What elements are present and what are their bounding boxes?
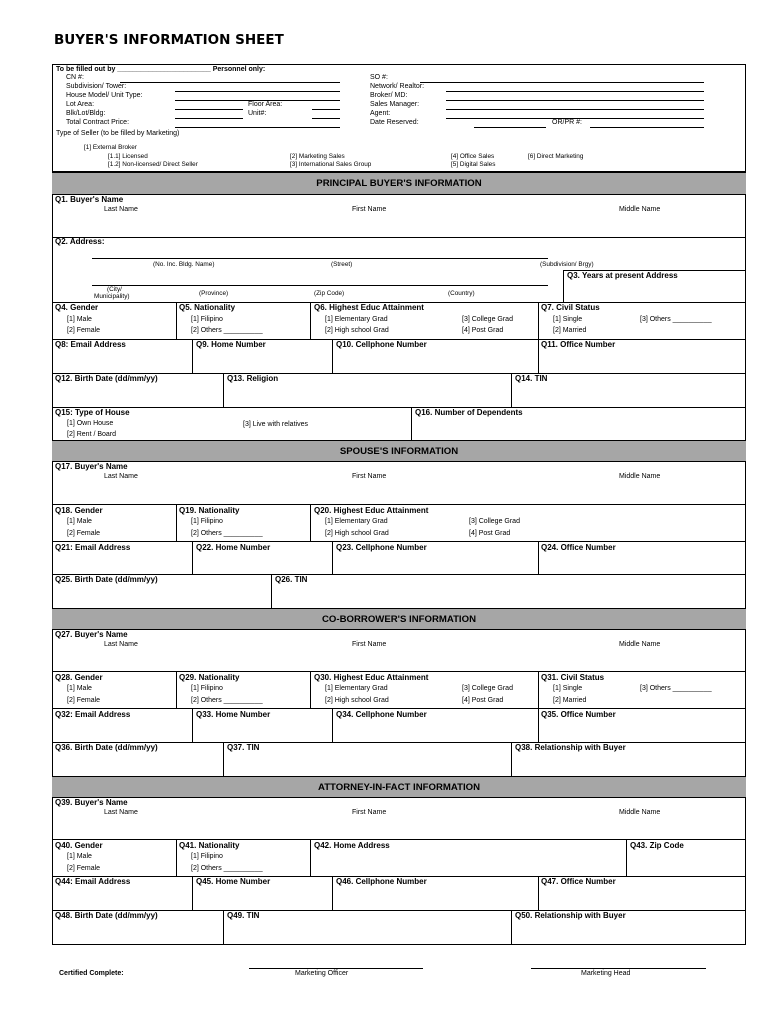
q23-label: Q23. Cellphone Number xyxy=(336,543,427,552)
q8-label: Q8: Email Address xyxy=(55,340,126,349)
marketing-officer-label: Marketing Officer xyxy=(295,970,349,977)
q25-label: Q25. Birth Date (dd/mm/yy) xyxy=(55,575,158,584)
q6-hs-option[interactable]: [2] High school Grad xyxy=(325,327,389,334)
q19-filipino-option[interactable]: [1] Filipino xyxy=(191,518,223,525)
unit-label: Unit#: xyxy=(248,110,267,117)
q44-label: Q44: Email Address xyxy=(55,877,131,886)
q3-label: Q3. Years at present Address xyxy=(567,271,678,280)
q15-own-house-option[interactable]: [1] Own House xyxy=(67,420,114,427)
q4-male-option[interactable]: [1] Male xyxy=(67,316,92,323)
q40-label: Q40. Gender xyxy=(55,841,103,850)
q9-label: Q9. Home Number xyxy=(196,340,266,349)
q17-last-name: Last Name xyxy=(104,473,138,480)
blk-lot-field[interactable] xyxy=(175,118,243,119)
addr-province-label: (Province) xyxy=(199,290,229,297)
q22-label: Q22. Home Number xyxy=(196,543,271,552)
so-label: SO #: xyxy=(370,74,388,81)
q28-label: Q28. Gender xyxy=(55,673,103,682)
q4-label: Q4. Gender xyxy=(55,303,99,312)
q46-label: Q46. Cellphone Number xyxy=(336,877,427,886)
q1-middle-name: Middle Name xyxy=(619,206,661,213)
q27-last-name: Last Name xyxy=(104,641,138,648)
q17-first-name: First Name xyxy=(352,473,387,480)
q34-label: Q34. Cellphone Number xyxy=(336,710,427,719)
cn-label: CN #: xyxy=(66,74,84,81)
q35-label: Q35. Office Number xyxy=(541,710,616,719)
date-reserved-label: Date Reserved: xyxy=(370,119,419,126)
q1-label: Q1. Buyer's Name xyxy=(55,195,124,204)
q30-elem-option[interactable]: [1] Elementary Grad xyxy=(325,685,388,692)
so-field[interactable] xyxy=(420,82,704,83)
q10-label: Q10. Cellphone Number xyxy=(336,340,427,349)
q20-label: Q20. Highest Educ Attainment xyxy=(314,506,429,515)
or-pr-field[interactable] xyxy=(590,127,704,128)
q14-label: Q14. TIN xyxy=(515,374,548,383)
q28-male-option[interactable]: [1] Male xyxy=(67,685,92,692)
or-pr-label: OR/PR #: xyxy=(552,119,582,126)
q42-label: Q42. Home Address xyxy=(314,841,390,850)
address-line-2[interactable] xyxy=(92,285,548,286)
q6-post-option[interactable]: [4] Post Grad xyxy=(462,327,504,334)
main-form xyxy=(52,172,746,945)
digital-sales-option[interactable]: [5] Digital Sales xyxy=(451,161,496,168)
q32-label: Q32: Email Address xyxy=(55,710,131,719)
q6-label: Q6. Highest Educ Attainment xyxy=(314,303,424,312)
q38-label: Q38. Relationship with Buyer xyxy=(515,743,626,752)
q39-middle-name: Middle Name xyxy=(619,809,661,816)
q20-college-option[interactable]: [3] College Grad xyxy=(469,518,520,525)
q30-label: Q30. Highest Educ Attainment xyxy=(314,673,429,682)
spouse-section-header: SPOUSE'S INFORMATION xyxy=(52,440,746,462)
filled-by-label: To be filled out by ________________________ Personnel only: xyxy=(56,66,266,73)
q49-label: Q49. TIN xyxy=(227,911,260,920)
marketing-sales-option[interactable]: [2] Marketing Sales xyxy=(290,153,345,160)
q7-others-option[interactable]: [3] Others __________ xyxy=(640,316,712,323)
subdivision-field[interactable] xyxy=(175,91,340,92)
q27-label: Q27. Buyer's Name xyxy=(55,630,128,639)
sales-manager-label: Sales Manager: xyxy=(370,101,420,108)
network-field[interactable] xyxy=(446,91,704,92)
q31-others-option[interactable]: [3] Others __________ xyxy=(640,685,712,692)
addr-city-label-2: Municipality) xyxy=(94,293,130,300)
q47-label: Q47. Office Number xyxy=(541,877,616,886)
q1-last-name: Last Name xyxy=(104,206,138,213)
q41-label: Q41. Nationality xyxy=(179,841,240,850)
contract-price-field[interactable] xyxy=(175,127,340,128)
q21-label: Q21: Email Address xyxy=(55,543,131,552)
q15-rent-board-option[interactable]: [2] Rent / Board xyxy=(67,431,117,438)
q20-elem-option[interactable]: [1] Elementary Grad xyxy=(325,518,388,525)
date-reserved-field[interactable] xyxy=(474,127,546,128)
q40-male-option[interactable]: [1] Male xyxy=(67,853,92,860)
q17-middle-name: Middle Name xyxy=(619,473,661,480)
q29-label: Q29. Nationality xyxy=(179,673,240,682)
principal-section-header: PRINCIPAL BUYER'S INFORMATION xyxy=(52,172,746,195)
addr-bldg-label: (No. Inc. Bldg. Name) xyxy=(153,261,215,268)
page-title: BUYER'S INFORMATION SHEET xyxy=(54,32,284,48)
broker-label: Broker/ MD: xyxy=(370,92,408,99)
q18-male-option[interactable]: [1] Male xyxy=(67,518,92,525)
q39-last-name: Last Name xyxy=(104,809,138,816)
addr-city-label-1: (City/ xyxy=(107,286,122,293)
network-label: Network/ Realtor: xyxy=(370,83,425,90)
q43-label: Q43. Zip Code xyxy=(630,841,684,850)
house-model-label: House Model/ Unit Type: xyxy=(66,92,143,99)
q7-single-option[interactable]: [1] Single xyxy=(553,316,583,323)
q5-others-option[interactable]: [2] Others __________ xyxy=(191,327,263,334)
q37-label: Q37. TIN xyxy=(227,743,260,752)
q1-first-name: First Name xyxy=(352,206,387,213)
q27-middle-name: Middle Name xyxy=(619,641,661,648)
marketing-head-signature-line[interactable] xyxy=(531,968,706,969)
q5-filipino-option[interactable]: [1] Filipino xyxy=(191,316,223,323)
q41-filipino-option[interactable]: [1] Filipino xyxy=(191,853,223,860)
marketing-head-label: Marketing Head xyxy=(581,970,631,977)
q17-label: Q17. Buyer's Name xyxy=(55,462,128,471)
q45-label: Q45. Home Number xyxy=(196,877,271,886)
non-licensed-option[interactable]: [1.2] Non-licensed/ Direct Seller xyxy=(108,161,198,168)
addr-subd-label: (Subdivision/ Brgy) xyxy=(540,261,594,268)
q50-label: Q50. Relationship with Buyer xyxy=(515,911,626,920)
sales-manager-field[interactable] xyxy=(446,109,704,110)
q16-label: Q16. Number of Dependents xyxy=(415,408,523,417)
house-model-field[interactable] xyxy=(175,100,340,101)
address-line-1[interactable] xyxy=(92,258,548,259)
agent-label: Agent: xyxy=(370,110,391,117)
broker-field[interactable] xyxy=(446,100,704,101)
certified-label: Certified Complete: xyxy=(59,970,124,977)
marketing-officer-signature-line[interactable] xyxy=(249,968,423,969)
q5-label: Q5. Nationality xyxy=(179,303,236,312)
intl-sales-option[interactable]: [3] International Sales Group xyxy=(290,161,372,168)
q33-label: Q33. Home Number xyxy=(196,710,271,719)
addr-street-label: (Street) xyxy=(331,261,353,268)
cn-field[interactable] xyxy=(120,82,340,83)
q27-first-name: First Name xyxy=(352,641,387,648)
q20-post-option[interactable]: [4] Post Grad xyxy=(469,530,511,537)
lot-area-field[interactable] xyxy=(175,109,243,110)
unit-field[interactable] xyxy=(312,118,340,119)
q40-female-option[interactable]: [2] Female xyxy=(67,865,101,872)
q30-post-option[interactable]: [4] Post Grad xyxy=(462,697,504,704)
addr-zip-label: (Zip Code) xyxy=(314,290,345,297)
q20-hs-option[interactable]: [2] High school Grad xyxy=(325,530,389,537)
q12-label: Q12. Birth Date (dd/mm/yy) xyxy=(55,374,158,383)
q31-single-option[interactable]: [1] Single xyxy=(553,685,583,692)
q31-married-option[interactable]: [2] Married xyxy=(553,697,587,704)
q15-label: Q15: Type of House xyxy=(55,408,130,417)
q39-first-name: First Name xyxy=(352,809,387,816)
q26-label: Q26. TIN xyxy=(275,575,308,584)
floor-area-label: Floor Area: xyxy=(248,101,283,108)
coborrower-section-header: CO-BORROWER'S INFORMATION xyxy=(52,608,746,630)
q6-elem-option[interactable]: [1] Elementary Grad xyxy=(325,316,388,323)
q13-label: Q13. Religion xyxy=(227,374,279,383)
q30-hs-option[interactable]: [2] High school Grad xyxy=(325,697,389,704)
q6-college-option[interactable]: [3] College Grad xyxy=(462,316,513,323)
addr-country-label: (Country) xyxy=(448,290,475,297)
direct-marketing-option[interactable]: [6] Direct Marketing xyxy=(528,153,584,160)
seller-type-label: Type of Seller (to be filled by Marketing) xyxy=(56,130,180,137)
q41-others-option[interactable]: [2] Others __________ xyxy=(191,865,263,872)
licensed-option[interactable]: [1.1] Licensed xyxy=(108,153,148,160)
q11-label: Q11. Office Number xyxy=(541,340,616,349)
floor-area-field[interactable] xyxy=(312,109,340,110)
q18-label: Q18. Gender xyxy=(55,506,103,515)
q36-label: Q36. Birth Date (dd/mm/yy) xyxy=(55,743,158,752)
lot-area-label: Lot Area: xyxy=(66,101,95,108)
q18-female-option[interactable]: [2] Female xyxy=(67,530,101,537)
q7-label: Q7. Civil Status xyxy=(541,303,600,312)
q19-others-option[interactable]: [2] Others __________ xyxy=(191,530,263,537)
q7-married-option[interactable]: [2] Married xyxy=(553,327,587,334)
q4-female-option[interactable]: [2] Female xyxy=(67,327,101,334)
contract-price-label: Total Contract Price: xyxy=(66,119,130,126)
q19-label: Q19. Nationality xyxy=(179,506,240,515)
subdivision-label: Subdivision/ Tower: xyxy=(66,83,127,90)
attorney-section-header: ATTORNEY-IN-FACT INFORMATION xyxy=(52,776,746,798)
blk-lot-label: Blk/Lot/Bldg: xyxy=(66,110,106,117)
q29-others-option[interactable]: [2] Others __________ xyxy=(191,697,263,704)
q29-filipino-option[interactable]: [1] Filipino xyxy=(191,685,223,692)
q48-label: Q48. Birth Date (dd/mm/yy) xyxy=(55,911,158,920)
q30-college-option[interactable]: [3] College Grad xyxy=(462,685,513,692)
q28-female-option[interactable]: [2] Female xyxy=(67,697,101,704)
office-sales-option[interactable]: [4] Office Sales xyxy=(451,153,495,160)
q2-label: Q2. Address: xyxy=(55,237,105,246)
agent-field[interactable] xyxy=(446,118,704,119)
q31-label: Q31. Civil Status xyxy=(541,673,605,682)
external-broker-option[interactable]: [1] External Broker xyxy=(84,144,137,151)
q24-label: Q24. Office Number xyxy=(541,543,616,552)
q39-label: Q39. Buyer's Name xyxy=(55,798,128,807)
q15-live-relatives-option[interactable]: [3] Live with relatives xyxy=(243,421,308,428)
